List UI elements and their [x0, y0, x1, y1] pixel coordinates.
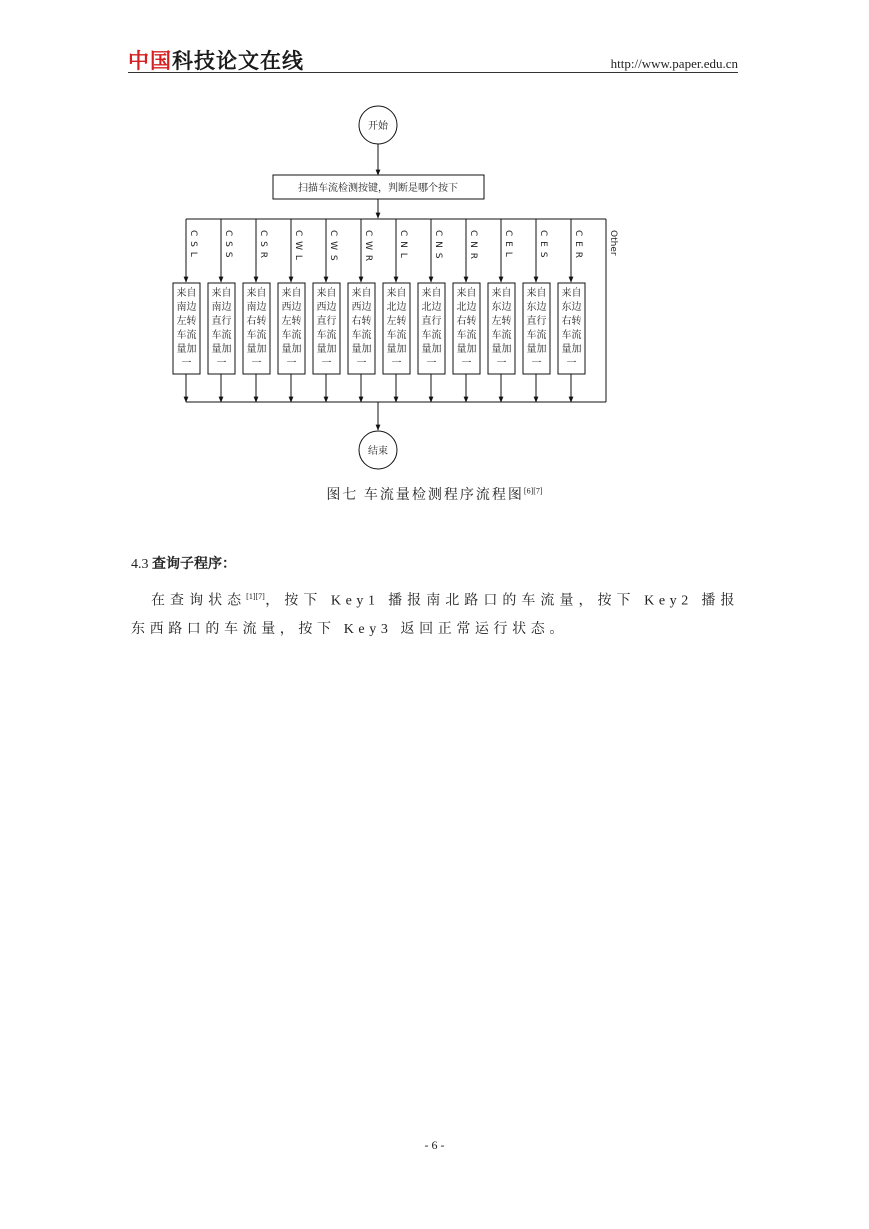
- branch-box-text: 量加: [526, 344, 547, 355]
- branch-box-text: 南边: [246, 302, 267, 313]
- branch-box-text: 南边: [176, 302, 197, 313]
- branch-box-text: 量加: [176, 344, 197, 355]
- branch-box-text: 车流: [561, 330, 582, 341]
- branch-code-label: C S R: [258, 230, 268, 259]
- branch-code-label: C N L: [398, 230, 408, 259]
- logo-dark-part: 科技论文在线: [172, 49, 304, 73]
- branch-box-text: 一: [286, 358, 297, 369]
- branch-box-text: 车流: [211, 330, 232, 341]
- branch-box-text: 来自: [456, 288, 477, 299]
- branch-box-text: 东边: [526, 302, 547, 313]
- other-label: Other: [608, 230, 618, 256]
- branch-box-text: 左转: [281, 316, 302, 327]
- branch-box-text: 量加: [491, 344, 512, 355]
- figure-caption: [0, 484, 869, 504]
- branch-box-text: 一: [216, 358, 227, 369]
- branch-box-text: 一: [461, 358, 472, 369]
- branch-box-text: 一: [531, 358, 542, 369]
- branch-box-text: 车流: [351, 330, 372, 341]
- branch-box-text: 左转: [386, 316, 407, 327]
- branch-box-text: 右转: [561, 316, 582, 327]
- branch-box-text: 来自: [211, 288, 232, 299]
- branch-box-text: 右转: [456, 316, 477, 327]
- branch-box-text: 东边: [491, 302, 512, 313]
- branch-box-text: 一: [391, 358, 402, 369]
- branch-box-text: 直行: [526, 316, 547, 327]
- branch-box-text: 一: [566, 358, 577, 369]
- branch-box-text: 北边: [421, 302, 442, 313]
- branch-box-text: 车流: [421, 330, 442, 341]
- header-divider: [128, 72, 738, 73]
- branch-box-text: 直行: [421, 316, 442, 327]
- branch-code-label: C S S: [223, 230, 233, 259]
- branch-code-label: C W L: [293, 230, 303, 261]
- branch-box-text: 直行: [316, 316, 337, 327]
- branch-box-text: 一: [496, 358, 507, 369]
- branch-box-text: 来自: [561, 288, 582, 299]
- branch-box-text: 直行: [211, 316, 232, 327]
- branch-box-text: 左转: [491, 316, 512, 327]
- branch-box-text: 来自: [526, 288, 547, 299]
- branch-code-label: C E L: [503, 230, 513, 258]
- paragraph-refs: [1][7]: [246, 592, 265, 601]
- branch-box-text: 南边: [211, 302, 232, 313]
- branch-box-text: 一: [181, 358, 192, 369]
- branch-box-text: 来自: [246, 288, 267, 299]
- caption-text: 图七 车流量检测程序流程图: [326, 488, 524, 503]
- branch-box-text: 车流: [281, 330, 302, 341]
- branch-box-text: 来自: [176, 288, 197, 299]
- branch-box-text: 一: [251, 358, 262, 369]
- branch-code-label: C N S: [433, 230, 443, 260]
- branch-box-text: 东边: [561, 302, 582, 313]
- branch-box-text: 一: [321, 358, 332, 369]
- branch-box-text: 右转: [246, 316, 267, 327]
- journal-logo: [128, 45, 304, 75]
- branch-box-text: 量加: [351, 344, 372, 355]
- end-label: 结束: [368, 446, 388, 457]
- branch-box-text: 量加: [281, 344, 302, 355]
- branch-box-text: 车流: [176, 330, 197, 341]
- branch-box-text: 来自: [281, 288, 302, 299]
- branch-box-text: 车流: [316, 330, 337, 341]
- header-url[interactable]: http://www.paper.edu.cn: [610, 56, 738, 71]
- branch-box-text: 量加: [456, 344, 477, 355]
- paragraph-after-ref: ，按下 Key1 播报南北路口的车流量，按下 Key2 播报东西路口的车流量，按下 Key3 返回正常运行状态。: [131, 593, 739, 637]
- branch-box-text: 一: [356, 358, 367, 369]
- branch-box-text: 量加: [421, 344, 442, 355]
- branch-code-label: C N R: [468, 230, 478, 260]
- branch-box-text: 西边: [316, 302, 337, 313]
- section-title: 查询子程序：: [152, 556, 236, 572]
- branch-box-text: 量加: [561, 344, 582, 355]
- branch-box-text: 车流: [456, 330, 477, 341]
- branch-box-text: 车流: [246, 330, 267, 341]
- body-paragraph: [131, 583, 739, 644]
- branch-box-text: 北边: [456, 302, 477, 313]
- caption-refs: [6][7]: [523, 486, 543, 496]
- scan-label: 扫描车流检测按键，判断是哪个按下: [298, 183, 458, 194]
- branch-box-text: 车流: [386, 330, 407, 341]
- branch-box-text: 车流: [491, 330, 512, 341]
- branch-box-text: 西边: [351, 302, 372, 313]
- branch-box-text: 车流: [526, 330, 547, 341]
- branch-code-label: C W R: [363, 230, 373, 263]
- branch-box-text: 左转: [176, 316, 197, 327]
- branch-box-text: 来自: [491, 288, 512, 299]
- branch-box-text: 北边: [386, 302, 407, 313]
- branch-box-text: 一: [426, 358, 437, 369]
- section-heading: [131, 553, 236, 573]
- branch-box-text: 来自: [316, 288, 337, 299]
- branch-box-text: 量加: [316, 344, 337, 355]
- branch-box-text: 来自: [351, 288, 372, 299]
- branch-box-text: 右转: [351, 316, 372, 327]
- branch-box-text: 来自: [421, 288, 442, 299]
- branch-code-label: C S L: [188, 230, 198, 258]
- branch-code-label: C E R: [573, 230, 583, 259]
- logo-red-part: 中国: [128, 49, 172, 73]
- start-label: 开始: [368, 121, 388, 132]
- branch-box-text: 量加: [246, 344, 267, 355]
- branch-code-label: C W S: [328, 230, 338, 262]
- branch-box-text: 量加: [211, 344, 232, 355]
- section-number: 4.3: [131, 557, 152, 572]
- traffic-count-flowchart: [170, 100, 650, 475]
- paragraph-before-ref: 在查询状态: [151, 593, 247, 609]
- branch-code-label: C E S: [538, 230, 548, 259]
- page-number: - 6 -: [424, 1138, 445, 1152]
- branch-box-text: 西边: [281, 302, 302, 313]
- branch-box-text: 量加: [386, 344, 407, 355]
- branch-box-text: 来自: [386, 288, 407, 299]
